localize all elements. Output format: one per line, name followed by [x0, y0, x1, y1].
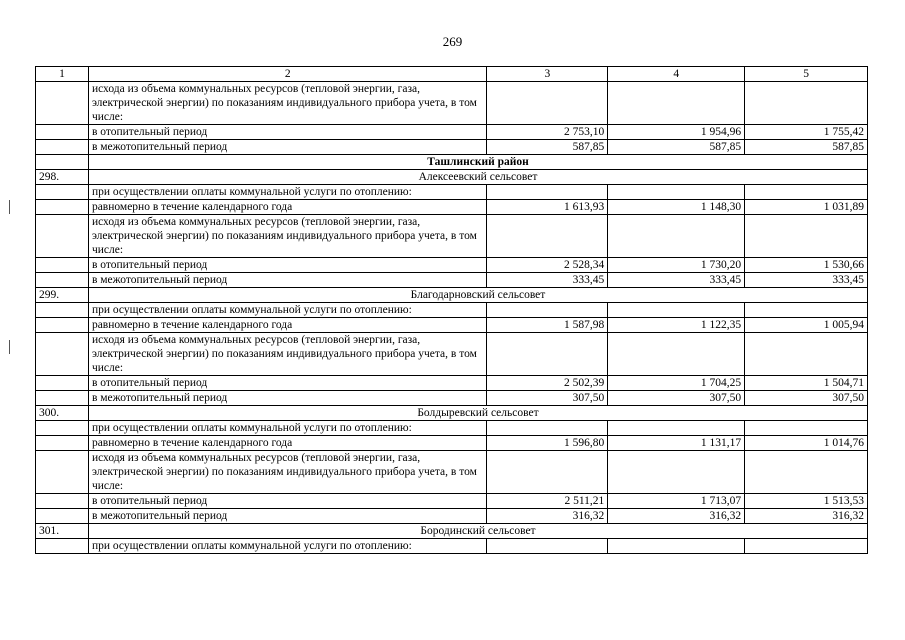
table-row	[36, 215, 868, 258]
page-number: 269	[442, 34, 463, 49]
value-col5: 1 031,89	[745, 200, 868, 215]
row-label: в межотопительный период	[88, 273, 486, 288]
value-col4: 1 131,17	[608, 436, 745, 451]
table-row	[36, 200, 868, 215]
value-col5: 1 005,94	[745, 318, 868, 333]
value-col5: 587,85	[745, 140, 868, 155]
row-label: в отопительный период	[88, 258, 486, 273]
value-col4: 1 954,96	[608, 125, 745, 140]
section-name: Алексеевский сельсовет	[88, 170, 867, 185]
section-row	[36, 406, 868, 421]
index-cell	[36, 215, 89, 258]
section-index: 301.	[36, 524, 89, 539]
section-index: 300.	[36, 406, 89, 421]
index-cell	[36, 155, 89, 170]
index-cell	[36, 436, 89, 451]
row-label: в отопительный период	[88, 494, 486, 509]
table-row	[36, 436, 868, 451]
column-header: 1	[36, 67, 89, 82]
column-header: 5	[745, 67, 868, 82]
value-col3: 2 528,34	[487, 258, 608, 273]
value-col3: 2 511,21	[487, 494, 608, 509]
table-row	[36, 421, 868, 436]
section-row	[36, 288, 868, 303]
row-label: равномерно в течение календарного года	[88, 318, 486, 333]
index-cell	[36, 140, 89, 155]
index-cell	[36, 82, 89, 125]
value-col4: 316,32	[608, 509, 745, 524]
value-col5: 333,45	[745, 273, 868, 288]
district-row	[36, 155, 868, 170]
value-col4	[608, 333, 745, 376]
index-cell	[36, 333, 89, 376]
value-col4	[608, 539, 745, 554]
value-col3	[487, 421, 608, 436]
value-col5	[745, 333, 868, 376]
value-col3	[487, 333, 608, 376]
table-row	[36, 258, 868, 273]
value-col4: 1 148,30	[608, 200, 745, 215]
value-col5: 1 755,42	[745, 125, 868, 140]
value-col5	[745, 303, 868, 318]
value-col3: 587,85	[487, 140, 608, 155]
value-col3	[487, 215, 608, 258]
value-col4	[608, 185, 745, 200]
value-col3	[487, 82, 608, 125]
value-col3	[487, 539, 608, 554]
index-cell	[36, 376, 89, 391]
value-col4: 333,45	[608, 273, 745, 288]
column-header: 3	[487, 67, 608, 82]
table-row	[36, 333, 868, 376]
value-col4: 1 713,07	[608, 494, 745, 509]
value-col3: 307,50	[487, 391, 608, 406]
index-cell	[36, 200, 89, 215]
margin-mark	[9, 200, 10, 214]
value-col3: 2 502,39	[487, 376, 608, 391]
value-col4: 307,50	[608, 391, 745, 406]
index-cell	[36, 318, 89, 333]
value-col5: 1 504,71	[745, 376, 868, 391]
value-col3: 316,32	[487, 509, 608, 524]
tariff-table	[35, 66, 868, 554]
section-index: 298.	[36, 170, 89, 185]
value-col3: 333,45	[487, 273, 608, 288]
value-col3	[487, 303, 608, 318]
table-row	[36, 539, 868, 554]
section-name: Болдыревский сельсовет	[88, 406, 867, 421]
value-col4	[608, 215, 745, 258]
value-col3: 1 587,98	[487, 318, 608, 333]
table-row	[36, 185, 868, 200]
row-label: в межотопительный период	[88, 391, 486, 406]
row-label: в межотопительный период	[88, 509, 486, 524]
section-name: Бородинский сельсовет	[88, 524, 867, 539]
index-cell	[36, 185, 89, 200]
table-row	[36, 451, 868, 494]
column-header: 4	[608, 67, 745, 82]
index-cell	[36, 494, 89, 509]
value-col3	[487, 451, 608, 494]
table-row	[36, 509, 868, 524]
margin-mark	[9, 340, 10, 354]
row-label: исходя из объема коммунальных ресурсов (тепловой энергии, газа, электрической энергии) по показаниям индивидуального прибора учета, в том числе:	[88, 215, 486, 258]
row-label: при осуществлении оплаты коммунальной услуги по отоплению:	[88, 185, 486, 200]
value-col4: 1 122,35	[608, 318, 745, 333]
value-col3	[487, 185, 608, 200]
value-col5: 316,32	[745, 509, 868, 524]
index-cell	[36, 258, 89, 273]
row-label: исходя из объема коммунальных ресурсов (тепловой энергии, газа, электрической энергии) по показаниям индивидуального прибора учета, в том числе:	[88, 333, 486, 376]
value-col4: 587,85	[608, 140, 745, 155]
section-name: Благодарновский сельсовет	[88, 288, 867, 303]
value-col4	[608, 421, 745, 436]
table-row	[36, 376, 868, 391]
value-col5	[745, 185, 868, 200]
section-row	[36, 170, 868, 185]
value-col5: 1 513,53	[745, 494, 868, 509]
index-cell	[36, 391, 89, 406]
table-row	[36, 303, 868, 318]
value-col5: 1 014,76	[745, 436, 868, 451]
section-row	[36, 524, 868, 539]
value-col4: 1 704,25	[608, 376, 745, 391]
column-header: 2	[88, 67, 486, 82]
index-cell	[36, 303, 89, 318]
row-label: при осуществлении оплаты коммунальной услуги по отоплению:	[88, 303, 486, 318]
table-row	[36, 82, 868, 125]
row-label: исхода из объема коммунальных ресурсов (тепловой энергии, газа, электрической энергии) по показаниям индивидуального прибора учета, в том числе:	[88, 82, 486, 125]
value-col3: 2 753,10	[487, 125, 608, 140]
index-cell	[36, 125, 89, 140]
value-col5	[745, 451, 868, 494]
value-col5	[745, 82, 868, 125]
table-row	[36, 140, 868, 155]
row-label: равномерно в течение календарного года	[88, 200, 486, 215]
district-name: Ташлинский район	[88, 155, 867, 170]
value-col3: 1 613,93	[487, 200, 608, 215]
value-col5: 307,50	[745, 391, 868, 406]
table-row	[36, 125, 868, 140]
row-label: равномерно в течение календарного года	[88, 436, 486, 451]
value-col5: 1 530,66	[745, 258, 868, 273]
row-label: при осуществлении оплаты коммунальной услуги по отоплению:	[88, 539, 486, 554]
index-cell	[36, 421, 89, 436]
value-col4: 1 730,20	[608, 258, 745, 273]
value-col3: 1 596,80	[487, 436, 608, 451]
table-row	[36, 273, 868, 288]
row-label: в отопительный период	[88, 125, 486, 140]
table-row	[36, 318, 868, 333]
index-cell	[36, 273, 89, 288]
index-cell	[36, 509, 89, 524]
value-col5	[745, 539, 868, 554]
table-row	[36, 494, 868, 509]
section-index: 299.	[36, 288, 89, 303]
value-col5	[745, 215, 868, 258]
row-label: исходя из объема коммунальных ресурсов (тепловой энергии, газа, электрической энергии) по показаниям индивидуального прибора учета, в том числе:	[88, 451, 486, 494]
row-label: в отопительный период	[88, 376, 486, 391]
table-row	[36, 391, 868, 406]
row-label: при осуществлении оплаты коммунальной услуги по отоплению:	[88, 421, 486, 436]
table-header-row	[36, 67, 868, 82]
value-col4	[608, 303, 745, 318]
value-col4	[608, 451, 745, 494]
index-cell	[36, 539, 89, 554]
row-label: в межотопительный период	[88, 140, 486, 155]
index-cell	[36, 451, 89, 494]
value-col5	[745, 421, 868, 436]
value-col4	[608, 82, 745, 125]
